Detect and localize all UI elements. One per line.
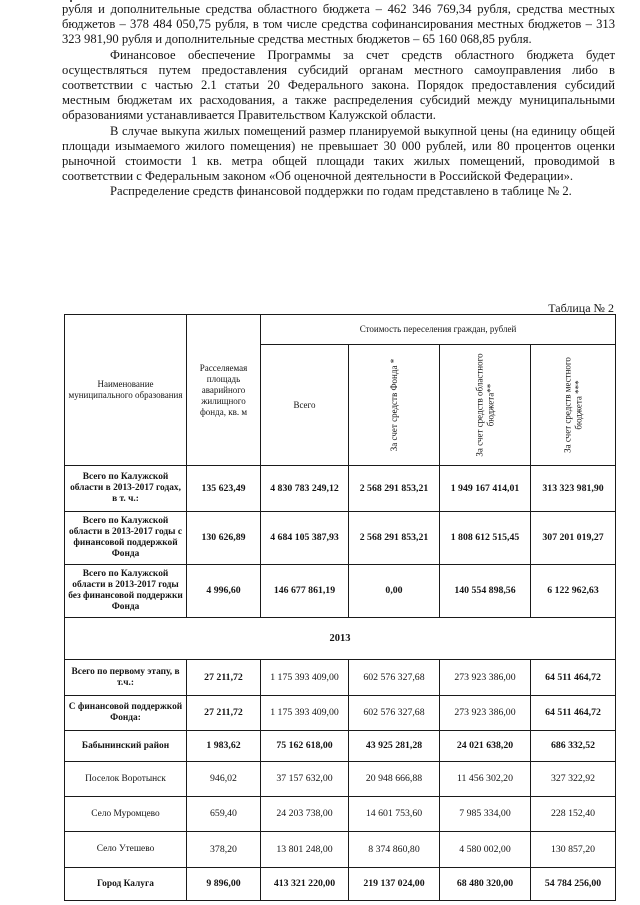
row-fund: 14 601 753,60 — [349, 797, 440, 832]
funding-table — [64, 314, 616, 901]
row-total: 13 801 248,00 — [261, 832, 349, 868]
table-row — [65, 565, 616, 618]
row-regional: 273 923 386,00 — [440, 696, 531, 731]
row-fund: 2 568 291 853,21 — [349, 466, 440, 512]
row-fund: 219 137 024,00 — [349, 868, 440, 901]
row-name: Всего по Калужской области в 2013-2017 годы без финансовой поддержки Фонда — [65, 565, 187, 618]
row-name: Село Утешево — [65, 832, 187, 868]
paragraph-2: Финансовое обеспечение Программы за счет средств областного бюджета будет осуществляться путем предоставления субсидий органам местного самоуправления либо в соответствии с частью 2.1 статьи 20 Федерального закона. Порядок предоставления субсидий местным бюджетам их расходования, а также распределения субсидий между муниципальными образованиями устанавливается Правительством Калужской области. — [62, 47, 615, 123]
paragraph-4: Распределение средств финансовой поддержки по годам представлено в таблице № 2. — [110, 184, 572, 199]
header-regional: За счет средств областного бюджета** — [474, 353, 495, 457]
table-row — [65, 832, 616, 868]
year-label: 2013 — [65, 618, 616, 660]
row-name: Бабынинский район — [65, 731, 187, 762]
header-local: За счет средств местного бюджета *** — [562, 357, 583, 453]
row-fund: 602 576 327,68 — [349, 696, 440, 731]
table-row — [65, 731, 616, 762]
row-name: Всего по Калужской области в 2013-2017 годах, в т. ч.: — [65, 466, 187, 512]
row-total: 413 321 220,00 — [261, 868, 349, 901]
row-regional: 140 554 898,56 — [440, 565, 531, 618]
row-name: Село Муромцево — [65, 797, 187, 832]
table-row — [65, 466, 616, 512]
row-area: 130 626,89 — [187, 512, 261, 565]
row-name: Всего по Калужской области в 2013-2017 годы с финансовой поддержкой Фонда — [65, 512, 187, 565]
row-name: С финансовой поддержкой Фонда: — [65, 696, 187, 731]
row-local: 307 201 019,27 — [531, 512, 616, 565]
paragraph-3: В случае выкупа жилых помещений размер планируемой выкупной цены (на единицу общей площади изымаемого жилого помещения) не превышает 30 000 рублей, или 80 процентов оценки рыночной стоимости 1 кв. метра общей площади таких жилых помещений, проводимой в соответствии с Федеральным законом «Об оценочной деятельности в Российской Федерации». — [62, 123, 615, 184]
row-regional: 24 021 638,20 — [440, 731, 531, 762]
row-total: 75 162 618,00 — [261, 731, 349, 762]
header-cost-group: Стоимость переселения граждан, рублей — [261, 315, 616, 345]
header-fund-cell — [349, 345, 440, 466]
table-caption: Таблица № 2 — [548, 301, 614, 315]
row-fund: 20 948 666,88 — [349, 762, 440, 797]
row-regional: 1 949 167 414,01 — [440, 466, 531, 512]
row-total: 1 175 393 409,00 — [261, 696, 349, 731]
row-total: 37 157 632,00 — [261, 762, 349, 797]
year-row — [65, 618, 616, 660]
row-regional: 7 985 334,00 — [440, 797, 531, 832]
row-area: 946,02 — [187, 762, 261, 797]
row-local: 327 322,92 — [531, 762, 616, 797]
row-regional: 273 923 386,00 — [440, 660, 531, 696]
body-text — [62, 2, 615, 200]
row-total: 4 684 105 387,93 — [261, 512, 349, 565]
row-area: 9 896,00 — [187, 868, 261, 901]
row-regional: 68 480 320,00 — [440, 868, 531, 901]
row-area: 27 211,72 — [187, 696, 261, 731]
row-name: Город Калуга — [65, 868, 187, 901]
table-row — [65, 512, 616, 565]
row-regional: 4 580 002,00 — [440, 832, 531, 868]
row-total: 24 203 738,00 — [261, 797, 349, 832]
row-local: 64 511 464,72 — [531, 696, 616, 731]
row-area: 135 623,49 — [187, 466, 261, 512]
row-regional: 1 808 612 515,45 — [440, 512, 531, 565]
row-local: 64 511 464,72 — [531, 660, 616, 696]
row-name: Всего по первому этапу, в т.ч.: — [65, 660, 187, 696]
header-name: Наименование муниципального образования — [65, 315, 187, 466]
header-row-1 — [65, 315, 616, 345]
row-fund: 43 925 281,28 — [349, 731, 440, 762]
row-fund: 602 576 327,68 — [349, 660, 440, 696]
row-local: 228 152,40 — [531, 797, 616, 832]
table-row — [65, 660, 616, 696]
row-area: 659,40 — [187, 797, 261, 832]
row-area: 1 983,62 — [187, 731, 261, 762]
header-area: Расселяемая площадь аварийного жилищного фонда, кв. м — [187, 315, 261, 466]
table-row — [65, 868, 616, 901]
table-row — [65, 797, 616, 832]
header-fund: За счет средств Фонда * — [388, 358, 399, 452]
table-row — [65, 696, 616, 731]
row-local: 686 332,52 — [531, 731, 616, 762]
paragraph-1: рубля и дополнительные средства областного бюджета – 462 346 769,34 рубля, средства местных бюджетов – 378 484 050,75 рубля, в том числе средства софинансирования местных бюджетов – 313 323 981,90 рубля и дополнительные средства местных бюджетов – 65 160 068,85 рубля. — [62, 2, 615, 47]
row-fund: 8 374 860,80 — [349, 832, 440, 868]
header-regional-cell — [440, 345, 531, 466]
row-local: 54 784 256,00 — [531, 868, 616, 901]
header-total: Всего — [261, 345, 349, 466]
row-area: 378,20 — [187, 832, 261, 868]
row-local: 6 122 962,63 — [531, 565, 616, 618]
table-row — [65, 762, 616, 797]
header-local-cell — [531, 345, 616, 466]
row-fund: 2 568 291 853,21 — [349, 512, 440, 565]
row-area: 27 211,72 — [187, 660, 261, 696]
row-total: 146 677 861,19 — [261, 565, 349, 618]
row-area: 4 996,60 — [187, 565, 261, 618]
row-total: 4 830 783 249,12 — [261, 466, 349, 512]
row-total: 1 175 393 409,00 — [261, 660, 349, 696]
row-local: 130 857,20 — [531, 832, 616, 868]
row-fund: 0,00 — [349, 565, 440, 618]
row-regional: 11 456 302,20 — [440, 762, 531, 797]
row-name: Поселок Воротынск — [65, 762, 187, 797]
row-local: 313 323 981,90 — [531, 466, 616, 512]
